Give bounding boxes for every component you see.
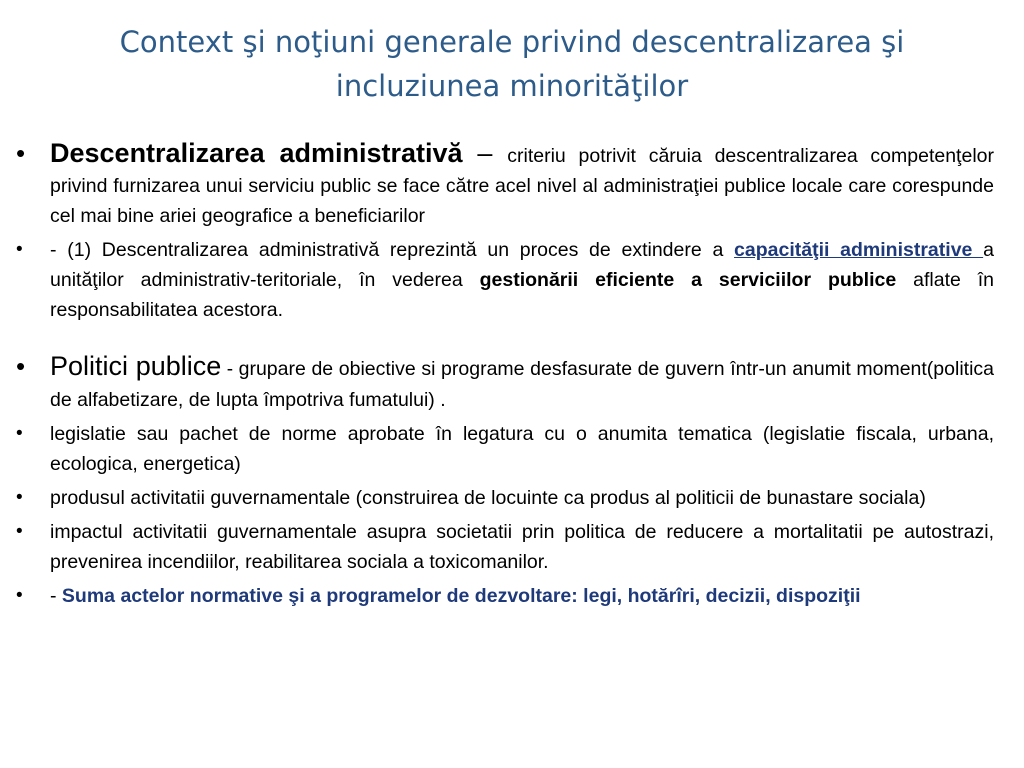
item-prefix: - xyxy=(50,585,62,607)
definition-text: grupare de obiective si programe desfasurate de guvern într-un anumit moment(politica de alfabetizare, de lupta împotriva fumatului) . xyxy=(50,358,994,411)
list-item-produsul xyxy=(14,483,994,513)
term-dash: - xyxy=(221,359,239,380)
bullet-icon: • xyxy=(16,239,23,260)
term-dash: – xyxy=(462,138,508,168)
bullet-icon: • xyxy=(16,521,23,542)
bullet-list xyxy=(14,138,994,615)
list-item-capacitatii xyxy=(14,235,994,325)
list-item-politici-publice xyxy=(14,351,994,415)
item-bold-phrase: gestionării eficiente a serviciilor publice xyxy=(479,269,897,291)
capacitatii-link[interactable]: capacităţii administrative xyxy=(734,239,984,261)
list-item-suma-actelor xyxy=(14,581,994,611)
bullet-icon: • xyxy=(16,487,23,508)
bullet-icon: • xyxy=(16,351,26,381)
item-bold-phrase: Suma actelor normative şi a programelor de dezvoltare: legi, hotărîri, decizii, dispoziţii xyxy=(61,585,861,607)
item-text: legislatie sau pachet de norme aprobate în legatura cu o anumita tematica (legislatie fiscala, urbana, ecologica, energetica) xyxy=(50,423,994,475)
list-item-impactul xyxy=(14,517,994,577)
bullet-icon: • xyxy=(16,423,23,444)
slide-title: Context şi noţiuni generale privind descentralizarea şi incluziunea minorităţilor xyxy=(119,25,905,103)
definition-text: criteriu potrivit căruia descentralizarea competenţelor privind furnizarea unui serviciu public se face către acel nivel al administraţiei publice locale care corespunde cel mai bine ariei geografice a beneficiarilor xyxy=(50,145,994,227)
list-item-legislatie xyxy=(14,419,994,479)
item-suffix: aflate în responsabilitatea acestora. xyxy=(50,269,994,321)
item-text: produsul activitatii guvernamentale (construirea de locuinte ca produs al politicii de bunastare sociala) xyxy=(50,487,926,509)
item-prefix: - (1) Descentralizarea administrativă reprezintă un proces de extindere a xyxy=(50,239,735,261)
term-politici-publice: Politici publice xyxy=(50,351,222,381)
term-descentralizarea: Descentralizarea administrativă xyxy=(50,138,463,168)
item-text: impactul activitatii guvernamentale asupra societatii prin politica de reducere a mortalitatii pe autostrazi, prevenirea incendiilor, reabilitarea sociala a toxicomanilor. xyxy=(50,521,994,573)
bullet-icon: • xyxy=(16,138,26,168)
item-middle: a unităţilor administrativ-teritoriale, în vederea xyxy=(50,239,994,291)
bullet-icon: • xyxy=(16,585,23,606)
list-item-descentralizarea xyxy=(14,138,994,231)
